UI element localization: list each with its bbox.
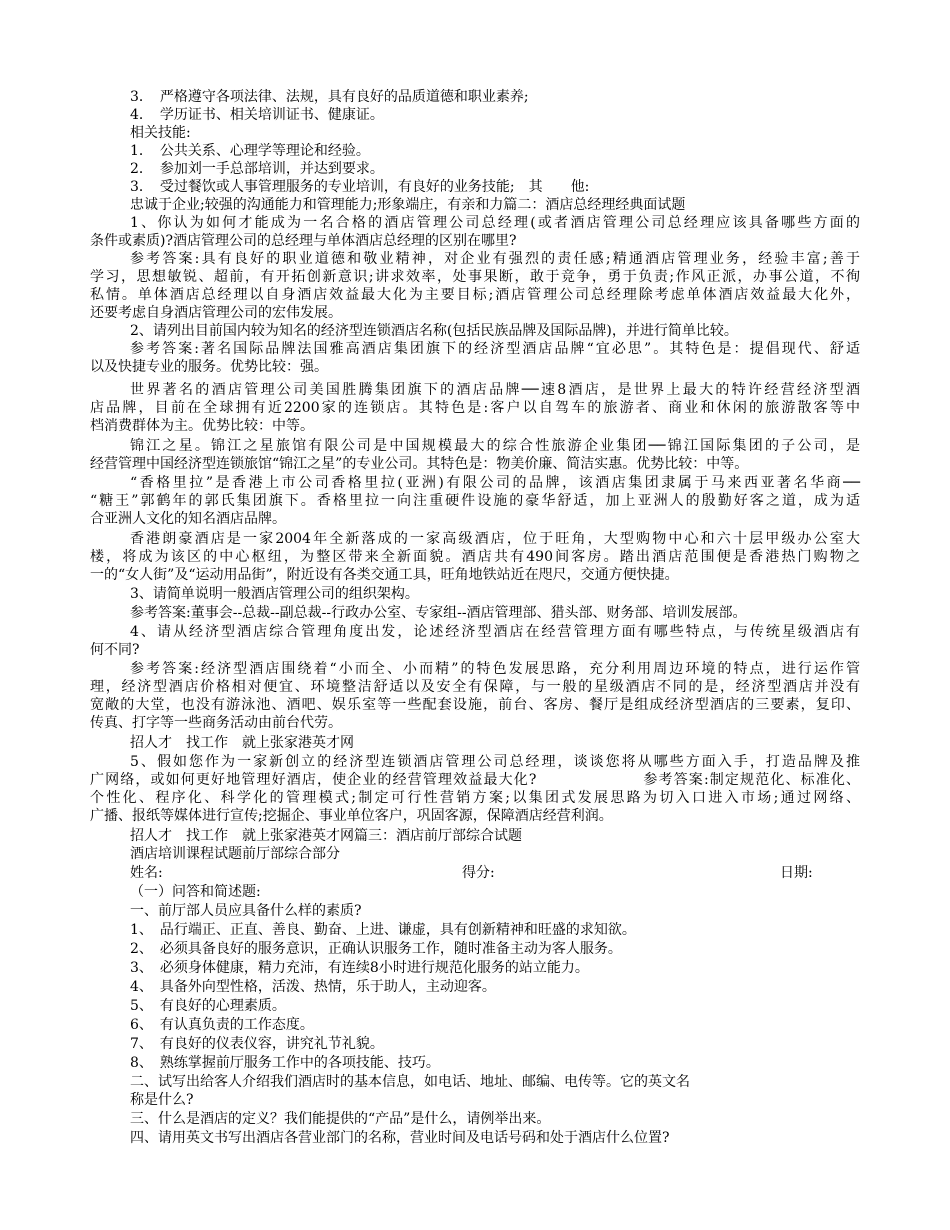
text-line: 何不同? xyxy=(90,642,140,658)
text-line: 以及快捷专业的服务。优势比较：强。 xyxy=(90,359,328,375)
list-item: 3、 必须身体健康，精力充沛，有连续8小时进行规范化服务的站立能力。 xyxy=(130,960,589,976)
text-line: 参考答案:具有良好的职业道德和敬业精神，对企业有强烈的责任感;精通酒店管理业务，经验丰富;善于 xyxy=(130,251,860,267)
text-line: 广网络，或如何更好地管理好酒店，使企业的经营管理效益最大化? 参考答案:制定规范化、标准化、 xyxy=(90,772,860,788)
text-line: 1、你认为如何才能成为一名合格的酒店管理公司总经理(或者酒店管理公司总经理应该具备哪些方面的 xyxy=(130,215,860,231)
text-line: 酒店培训课程试题前厅部综合部分 xyxy=(130,846,340,862)
text-line: 5、假如您作为一家新创立的经济型连锁酒店管理公司总经理，谈谈您将从哪些方面入手，打造品牌及推 xyxy=(130,754,860,770)
text-line: 还要考虑自身酒店管理公司的宏伟发展。 xyxy=(90,305,342,321)
text-line: 一、前厅部人员应具备什么样的素质? xyxy=(130,903,362,919)
text-line: 档消费群体为主。优势比较：中等。 xyxy=(90,418,314,434)
text-line: 3、请简单说明一般酒店管理公司的组织架构。 xyxy=(130,586,419,602)
text-line: 参考答案:经济型酒店围绕着“小而全、小而精”的特色发展思路，充分利用周边环境的特点，进行运作管 xyxy=(130,661,860,677)
text-line: 香港朗豪酒店是一家2004年全新落成的一家高级酒店，位于旺角，大型购物中心和六十层甲级办公室大 xyxy=(130,531,860,547)
name-label: 姓名: xyxy=(130,865,163,881)
text-line: 合亚洲人文化的知名酒店品牌。 xyxy=(90,511,286,527)
text-line: （一）问答和简述题: xyxy=(130,884,261,900)
text-line: 3． 严格遵守各项法律、法规，具有良好的品质道德和职业素养; xyxy=(130,89,529,105)
recruitment-banner: 招人才 找工作 就上张家港英才网 xyxy=(130,735,354,751)
list-item: 5、 有良好的心理素质。 xyxy=(130,998,286,1014)
text-line: 经营管理中国经济型连锁旅馆“锦江之星”的专业公司。其特色是：物美价廉、简洁实惠。优势比较：中等。 xyxy=(90,456,749,472)
text-line: 4． 学历证书、相关培训证书、健康证。 xyxy=(130,107,384,123)
text-line: 忠诚于企业;较强的沟通能力和管理能力;形象端庄，有亲和力篇二：酒店总经理经典面试题 xyxy=(130,197,686,213)
section-heading: 招人才 找工作 就上张家港英才网篇三：酒店前厅部综合试题 xyxy=(130,828,522,844)
text-line: 楼，将成为该区的中心枢纽，为整区带来全新面貌。酒店共有490间客房。踏出酒店范围便是香港热门购物之 xyxy=(90,549,860,565)
text-line: 私情。单体酒店总经理以自身酒店效益最大化为主要目标;酒店管理公司总经理除考虑单体酒店效益最大化外， xyxy=(90,287,860,303)
text-line: 学习，思想敏锐、超前，有开拓创新意识;讲求效率，处事果断，敢于竞争，勇于负责;作风正派，办事公道，不徇 xyxy=(90,269,860,285)
text-line: 4、请从经济型酒店综合管理角度出发，论述经济型酒店在经营管理方面有哪些特点，与传统星级酒店有 xyxy=(130,624,860,640)
text-line: 参考答案:著名国际品牌法国雅高酒店集团旗下的经济型酒店品牌“宜必思”。其特色是：提倡现代、舒适 xyxy=(130,341,860,357)
text-line: 宽敞的大堂，也没有游泳池、酒吧、娱乐室等一些配套设施，前台、客房、餐厅是组成经济型酒店的三要素，复印、 xyxy=(90,697,860,713)
list-item: 7、 有良好的仪表仪容，讲究礼节礼貌。 xyxy=(130,1036,384,1052)
text-line: 条件或素质)?酒店管理公司的总经理与单体酒店总经理的区别在哪里? xyxy=(90,233,517,249)
text-line: 称是什么? xyxy=(130,1092,194,1108)
text-line: 四、请用英文书写出酒店各营业部门的名称，营业时间及电话号码和处于酒店什么位置? xyxy=(130,1130,670,1146)
score-label: 得分: xyxy=(462,865,495,881)
text-line: “香格里拉”是香港上市公司香格里拉(亚洲)有限公司的品牌，该酒店集团隶属于马来西亚著名华商── xyxy=(130,475,860,491)
text-line: 3． 受过餐饮或人事管理服务的专业培训，有良好的业务技能; 其 他: xyxy=(130,179,590,195)
list-item: 6、 有认真负责的工作态度。 xyxy=(130,1017,314,1033)
text-line: 传真、打字等一些商务活动由前台代劳。 xyxy=(90,715,342,731)
text-line: 参考答案:董事会--总裁--副总裁--行政办公室、专家组--酒店管理部、猎头部、财务部、培训发展部。 xyxy=(130,605,747,621)
text-line: 三、什么是酒店的定义？我们能提供的“产品”是什么，请例举出来。 xyxy=(130,1111,551,1127)
list-item: 2、 必须具备良好的服务意识，正确认识服务工作，随时准备主动为客人服务。 xyxy=(130,941,622,957)
text-line: 广播、报纸等媒体进行宣传;挖掘企、事业单位客户，巩固客源，保障酒店经营利润。 xyxy=(90,808,613,824)
text-line: “糖王”郭鹤年的郭氏集团旗下。香格里拉一向注重硬件设施的豪华舒适，加上亚洲人的殷勤好客之道，成为适 xyxy=(90,493,860,509)
list-item: 4、 具备外向型性格，活泼、热情，乐于助人，主动迎客。 xyxy=(130,979,496,995)
text-line: 锦江之星。锦江之星旅馆有限公司是中国规模最大的综合性旅游企业集团──锦江国际集团的子公司，是 xyxy=(130,438,860,454)
text-line: 一的“女人街”及“运动用品街”，附近设有各类交通工具，旺角地铁站近在咫尺，交通方便快捷。 xyxy=(90,567,679,583)
text-line: 个性化、程序化、科学化的管理模式;制定可行性营销方案;以集团式发展思路为切入口进入市场;通过网络、 xyxy=(90,790,860,806)
text-line: 相关技能: xyxy=(130,125,191,141)
text-line: 二、试写出给客人介绍我们酒店时的基本信息，如电话、地址、邮编、电传等。它的英文名 xyxy=(130,1074,690,1090)
text-line: 2、请列出目前国内较为知名的经济型连锁酒店名称(包括民族品牌及国际品牌)，并进行简单比较。 xyxy=(130,323,738,339)
text-line: 世界著名的酒店管理公司美国胜腾集团旗下的酒店品牌──速8酒店，是世界上最大的特许经营经济型酒 xyxy=(130,382,860,398)
date-label: 日期: xyxy=(780,865,813,881)
text-line: 2． 参加刘一手总部培训，并达到要求。 xyxy=(130,161,384,177)
list-item: 1、 品行端正、正直、善良、勤奋、上进、谦虚，具有创新精神和旺盛的求知欲。 xyxy=(130,922,636,938)
text-line: 店品牌，目前在全球拥有近2200家的连锁店。其特色是:客户以自驾车的旅游者、商业和休闲的旅游散客等中 xyxy=(90,400,860,416)
text-line: 1． 公共关系、心理学等理论和经验。 xyxy=(130,143,370,159)
list-item: 8、 熟练掌握前厅服务工作中的各项技能、技巧。 xyxy=(130,1055,440,1071)
text-line: 理，经济型酒店价格相对便宜、环境整洁舒适以及安全有保障，与一般的星级酒店不同的是，经济型酒店并没有 xyxy=(90,679,860,695)
